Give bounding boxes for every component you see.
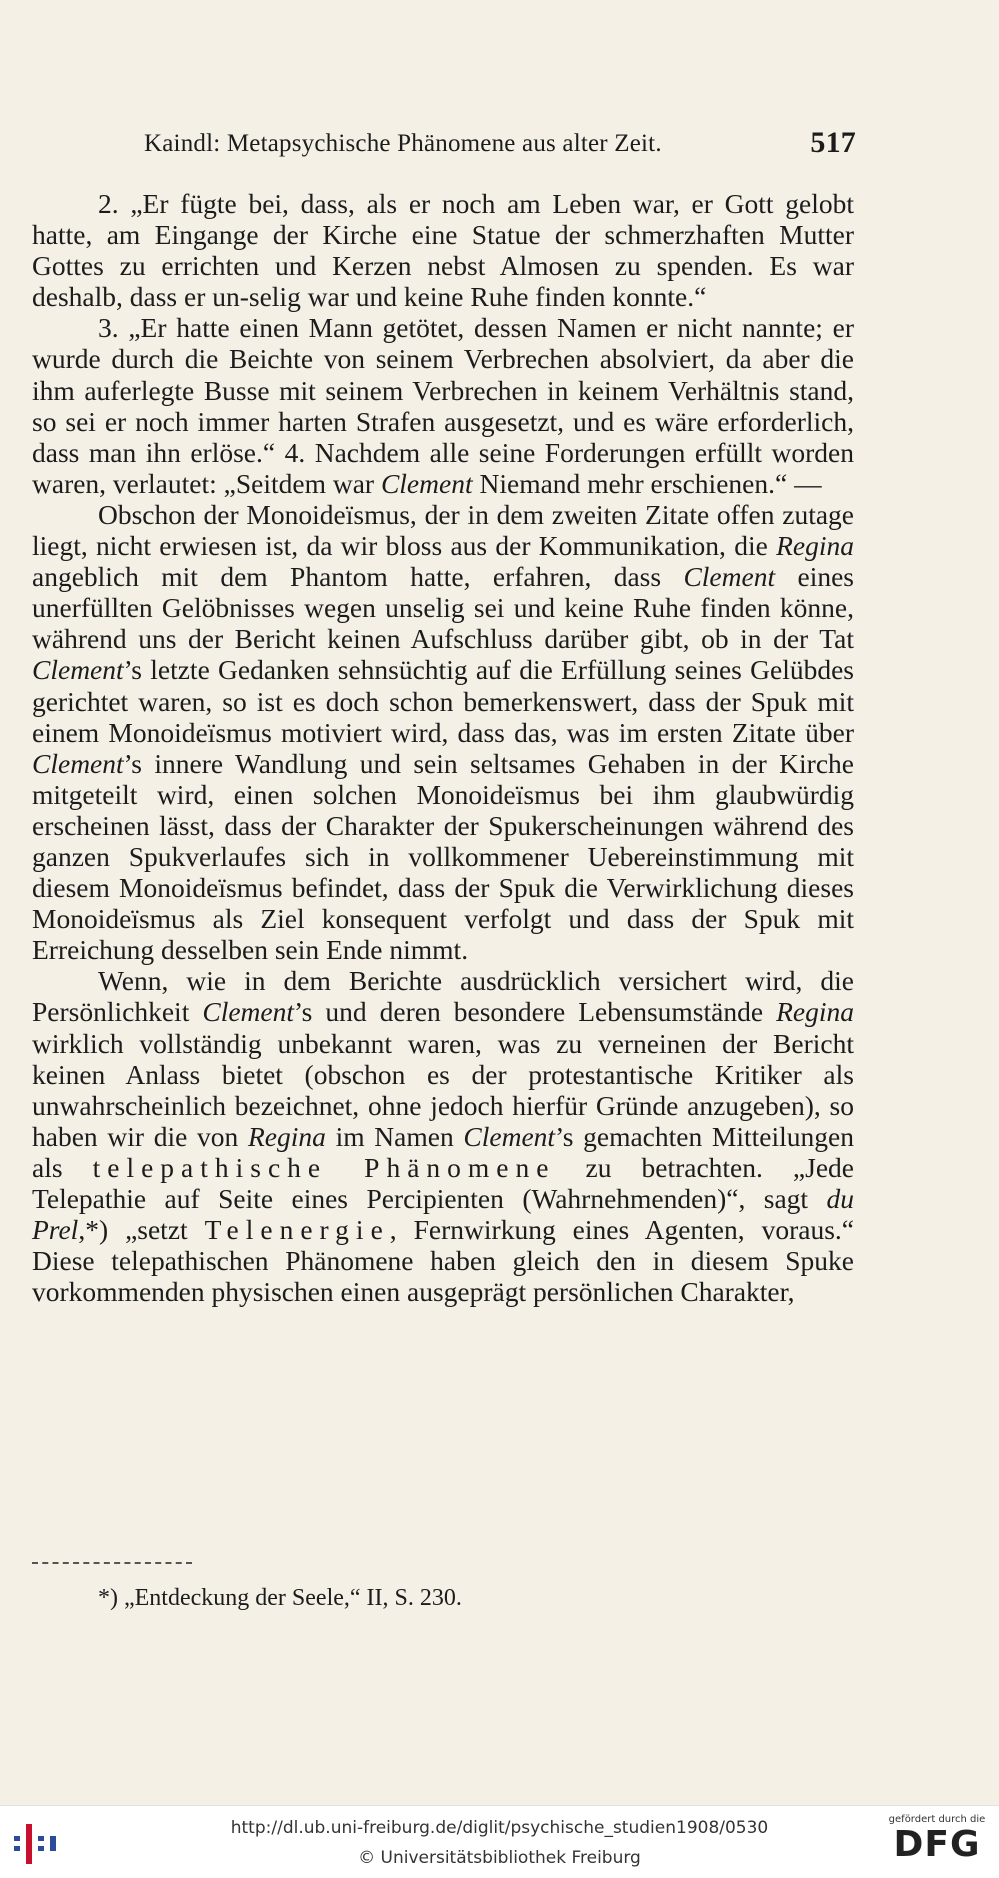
text-run: ,*) „setzt — [78, 1214, 205, 1246]
paragraph — [32, 312, 854, 499]
text-run: Niemand mehr erschienen.“ — — [472, 467, 822, 499]
text-run: im Namen — [325, 1120, 464, 1152]
text-run: eines unerfüllten Gelöbnisses wegen unselig sei und keine Ruhe finden könne, während uns der Bericht keinen Aufschluss darüber gibt, ob in der Tat — [32, 561, 854, 655]
text-run: ’s und deren besondere Lebensumstände — [294, 996, 777, 1028]
text-run: Wenn, wie in dem Berichte ausdrücklich versichert wird, die Persönlichkeit — [32, 965, 854, 1028]
paragraph — [32, 499, 854, 965]
dfg-logo — [883, 1814, 991, 1874]
text-run: angeblich mit dem Phantom hatte, erfahren, dass — [32, 561, 684, 593]
paragraph — [32, 965, 854, 1307]
italic-name: Clement — [380, 467, 473, 499]
running-header — [140, 126, 860, 166]
italic-name: Regina — [776, 530, 854, 562]
italic-name: Regina — [776, 996, 854, 1028]
text-run: 3. „Er hatte einen Mann getötet, dessen Namen er nicht nannte; er wurde durch die Beichte von seinem Verbrechen absolviert, da aber die ihm auferlegte Busse mit seinem Verbrechen in keinem Verhältnis stand, so sei er noch immer harten Strafen ausgesetzt, und es wäre erforderlich, dass man ihn erlöse.“ 4. Nachdem alle seine Forderungen erfüllt worden waren, verlautet: „Seitdem war — [32, 312, 854, 499]
copyright-notice: © Universitätsbibliothek Freiburg — [358, 1848, 641, 1868]
paragraph — [32, 188, 854, 312]
spaced-emphasis: telepathische Phänomene — [92, 1151, 556, 1183]
italic-name: Clement — [463, 1120, 556, 1152]
footnote-rule — [32, 1562, 192, 1564]
header-title: Kaindl: Metapsychische Phänomene aus alter Zeit. — [144, 130, 662, 157]
permalink-url[interactable]: http://dl.ub.uni-freiburg.de/diglit/psychische_studien1908/0530 — [230, 1818, 769, 1838]
footnote: *) „Entdeckung der Seele,“ II, S. 230. — [98, 1585, 462, 1611]
text-run: , Fernwirkung eines Agenten, voraus.“ Diese telepathischen Phänomene haben gleich den in diesem Spuke vorkommenden physischen einen ausgeprägt persönlichen Charakter, — [32, 1214, 854, 1308]
italic-name: du Prel — [32, 1183, 854, 1246]
text-run: wirklich vollständig unbekannt waren, was zu verneinen der Bericht keinen Anlass bietet (obschon es der protestantische Kritiker als unwahrscheinlich bezeichnet, ohne jedoch hierfür Gründe anzugeben), so haben wir die von — [32, 1027, 854, 1152]
text-run: ’s innere Wandlung und sein seltsames Gehaben in der Kirche mitgeteilt wird, einen solchen Monoideïsmus bei ihm glaubwürdig erscheinen lässt, dass der Charakter der Spukerscheinungen während des ganzen Spukverlaufes sich in vollkommener Uebereinstimmung mit diesem Monoideïsmus befindet, dass der Spuk die Verwirklichung dieses Monoideïsmus als Ziel konsequent verfolgt und dass der Spuk mit Erreichung desselben sein Ende nimmt. — [32, 747, 854, 966]
viewer-footer — [0, 1805, 999, 1878]
dfg-wordmark: DFG — [893, 1824, 981, 1865]
text-run: ’s letzte Gedanken sehnsüchtig auf die Erfüllung seines Gelübdes gerichtet waren, so ist es doch schon bemerkenswert, dass der Spuk mit einem Monoideïsmus motiviert wird, dass das, was im ersten Zitate über — [32, 654, 854, 748]
italic-name: Clement — [32, 747, 124, 779]
text-run: ’s gemachten Mitteilungen als — [32, 1120, 854, 1183]
spaced-emphasis: Telenergie — [204, 1214, 390, 1246]
text-run: zu betrachten. „Jede Telepathie auf Seite eines Percipienten (Wahrnehmenden)“, sagt — [32, 1151, 854, 1214]
italic-name: Clement — [683, 561, 776, 593]
page-number: 517 — [810, 126, 856, 159]
text-run: Obschon der Monoideïsmus, der in dem zweiten Zitate offen zutage liegt, nicht erwiesen ist, da wir bloss aus der Kommunikation, die — [32, 498, 854, 562]
text-run: 2. „Er fügte bei, dass, als er noch am Leben war, er Gott gelobt hatte, am Eingange der Kirche eine Statue der schmerzhaften Mutter Gottes zu errichten und Kerzen nebst Almosen zu spenden. Es war deshalb, dass er un-selig war und keine Ruhe finden konnte.“ — [32, 188, 854, 313]
italic-name: Clement — [32, 654, 124, 686]
italic-name: Regina — [247, 1120, 326, 1152]
body-text — [32, 188, 854, 1307]
dfg-caption: gefördert durch die — [888, 1814, 986, 1825]
italic-name: Clement — [202, 996, 295, 1028]
